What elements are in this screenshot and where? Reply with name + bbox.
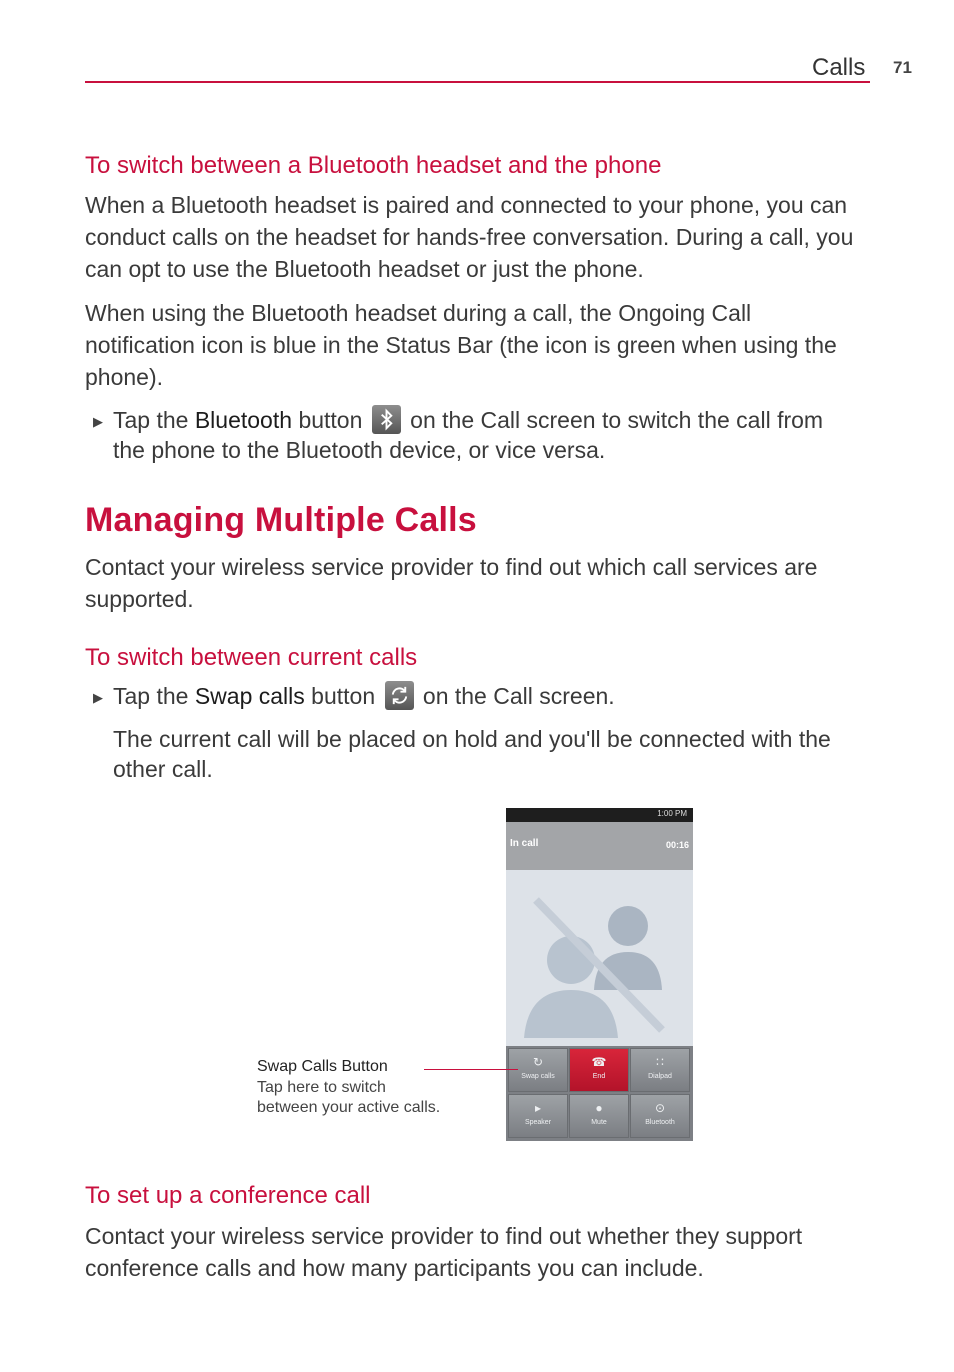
phone-call-buttons (506, 1046, 693, 1141)
term-swap-calls: Swap calls (194, 683, 305, 709)
phone-call-header (506, 822, 693, 870)
dialpad-button[interactable]: ∷ Dialpad (630, 1048, 690, 1092)
speaker-button[interactable]: ▸ Speaker (508, 1094, 568, 1138)
running-header-section: Calls (812, 54, 866, 81)
bullet-text-mid: button (298, 407, 363, 433)
page-number: 71 (893, 58, 912, 77)
dialpad-icon: ∷ (656, 1055, 664, 1069)
end-call-icon: ☎ (591, 1055, 607, 1069)
mute-icon: ● (595, 1101, 603, 1115)
bluetooth-icon (372, 405, 401, 434)
paragraph-bluetooth-intro: When a Bluetooth headset is paired and connected to your phone, you can conduct calls on the headset for hands-free conversation. During a call, you can opt to use the Bluetooth headset or just the phone. (85, 192, 854, 282)
heading-switch-current-calls: To switch between current calls (85, 644, 418, 671)
bullet-bluetooth-line2: the phone to the Bluetooth device, or vice versa. (113, 437, 606, 463)
callout-leader-line (424, 1069, 518, 1070)
callout-line-1: Tap here to switch (257, 1079, 386, 1096)
speaker-icon: ▸ (534, 1101, 542, 1115)
bullet-text-mid: button (311, 683, 376, 709)
bluetooth-icon: ⊙ (654, 1101, 666, 1115)
call-screen-screenshot (506, 808, 693, 1141)
bullet-arrow-icon: ▶ (93, 414, 103, 429)
paragraph-ongoing-call: When using the Bluetooth headset during a call, the Ongoing Call notification icon is blue in the Status Bar (the icon is green when using the phone). (85, 300, 837, 390)
mute-button[interactable]: ● Mute (569, 1094, 629, 1138)
swap-icon: ↻ (532, 1055, 544, 1069)
paragraph-conference: Contact your wireless service provider to find out whether they support conference calls and how many participants you can include. (85, 1223, 803, 1281)
swap-calls-icon (385, 681, 414, 710)
section-title-managing-calls: Managing Multiple Calls (85, 501, 477, 539)
phone-status-bar (506, 808, 693, 822)
paragraph-managing-intro: Contact your wireless service provider to find out which call services are supported. (85, 554, 818, 612)
end-call-button[interactable]: ☎ End (569, 1048, 629, 1092)
callout-title: Swap Calls Button (257, 1058, 388, 1075)
phone-call-label: In call (510, 838, 539, 849)
heading-conference-call: To set up a conference call (85, 1182, 371, 1209)
bullet-swap-calls (113, 681, 873, 711)
bullet-arrow-icon: ▶ (93, 690, 103, 705)
paragraph-hold-note: The current call will be placed on hold and you'll be connected with the other call. (113, 726, 831, 782)
bullet-text-pre: Tap the (113, 683, 189, 709)
term-bluetooth: Bluetooth (194, 407, 293, 433)
contacts-placeholder-image (506, 870, 693, 1046)
callout-description (257, 1078, 440, 1118)
header-rule (85, 81, 870, 83)
phone-call-timer: 00:16 (665, 840, 689, 850)
bullet-bluetooth (113, 405, 873, 435)
bullet-text-post: on the Call screen. (422, 683, 615, 709)
callout-line-2: between your active calls. (257, 1099, 441, 1116)
heading-switch-bluetooth: To switch between a Bluetooth headset and the phone (85, 152, 662, 179)
bullet-text-pre: Tap the (113, 407, 189, 433)
contacts-silhouette-icon (506, 870, 693, 1046)
phone-status-time: 1:00 PM (657, 809, 687, 818)
bluetooth-button[interactable]: ⊙ Bluetooth (630, 1094, 690, 1138)
bullet-text-post: on the Call screen to switch the call from (410, 407, 824, 433)
swap-calls-button[interactable]: ↻ Swap calls (508, 1048, 568, 1092)
